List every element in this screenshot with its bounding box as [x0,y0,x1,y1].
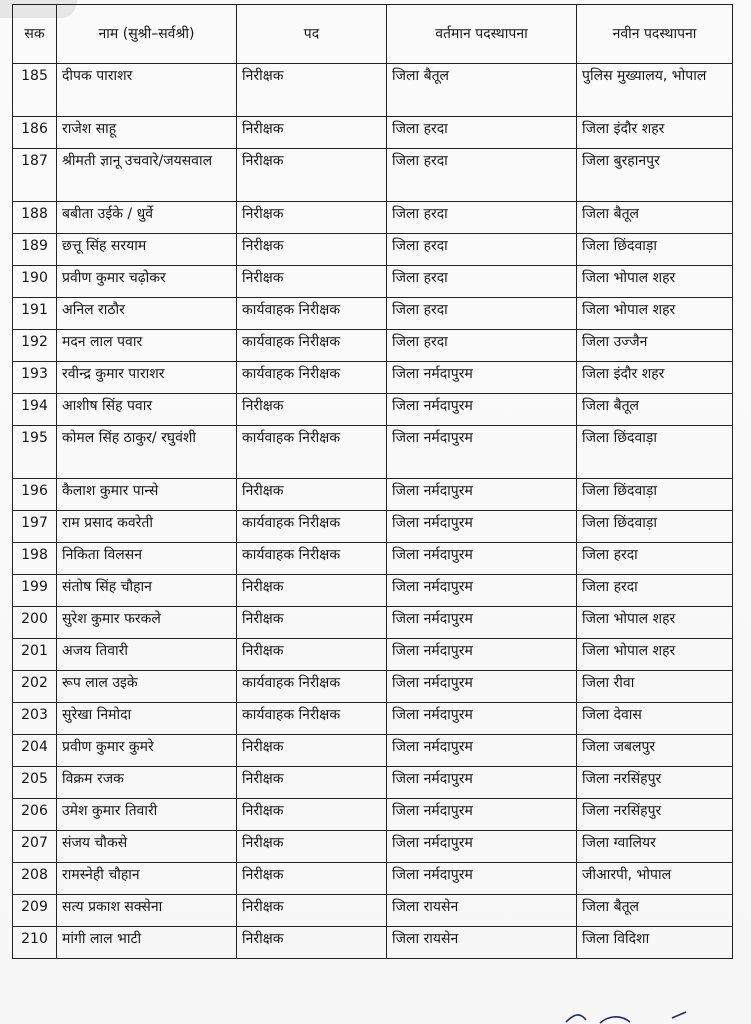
cell-current-posting: जिला नर्मदापुरम [387,607,577,639]
cell-post: निरीक्षक [237,895,387,927]
cell-current-posting: जिला रायसेन [387,927,577,959]
table-row [13,266,733,298]
cell-new-posting: जिला नरसिंहपुर [577,767,733,799]
cell-name: राजेश साहू [57,117,237,149]
cell-current-posting: जिला नर्मदापुरम [387,735,577,767]
cell-serial: 204 [13,735,57,767]
cell-current-posting: जिला रायसेन [387,895,577,927]
cell-name: सुरेश कुमार फरकले [57,607,237,639]
cell-serial: 206 [13,799,57,831]
table-header-row [13,5,733,64]
cell-current-posting: जिला नर्मदापुरम [387,479,577,511]
cell-post: कार्यवाहक निरीक्षक [237,671,387,703]
cell-current-posting: जिला हरदा [387,149,577,202]
table-row [13,863,733,895]
cell-current-posting: जिला नर्मदापुरम [387,639,577,671]
cell-post: कार्यवाहक निरीक्षक [237,298,387,330]
cell-serial: 203 [13,703,57,735]
signature-mark [560,1008,710,1024]
cell-post: निरीक्षक [237,149,387,202]
cell-name: कैलाश कुमार पान्से [57,479,237,511]
table-row [13,927,733,959]
transfer-table [12,4,733,959]
cell-current-posting: जिला नर्मदापुरम [387,831,577,863]
cell-current-posting: जिला नर्मदापुरम [387,426,577,479]
cell-name: संतोष सिंह चौहान [57,575,237,607]
cell-post: निरीक्षक [237,202,387,234]
cell-name: विक्रम रजक [57,767,237,799]
cell-serial: 200 [13,607,57,639]
cell-current-posting: जिला नर्मदापुरम [387,543,577,575]
cell-current-posting: जिला नर्मदापुरम [387,511,577,543]
cell-name: संजय चौकसे [57,831,237,863]
table-row [13,895,733,927]
cell-serial: 192 [13,330,57,362]
cell-new-posting: जिला उज्जैन [577,330,733,362]
table-row [13,298,733,330]
table-row [13,202,733,234]
cell-name: अनिल राठौर [57,298,237,330]
cell-name: सत्य प्रकाश सक्सेना [57,895,237,927]
cell-new-posting: जिला छिंदवाड़ा [577,234,733,266]
cell-name: राम प्रसाद कवरेती [57,511,237,543]
cell-name: श्रीमती ज्ञानू उचवारे/जयसवाल [57,149,237,202]
table-row [13,426,733,479]
header-serial: सक [13,5,57,64]
cell-post: निरीक्षक [237,234,387,266]
cell-post: निरीक्षक [237,863,387,895]
cell-name: बबीता उईके / धुर्वे [57,202,237,234]
cell-post: कार्यवाहक निरीक्षक [237,426,387,479]
cell-new-posting: जिला हरदा [577,543,733,575]
cell-new-posting: जिला छिंदवाड़ा [577,511,733,543]
cell-serial: 202 [13,671,57,703]
table-row [13,479,733,511]
cell-new-posting: जिला इंदौर शहर [577,117,733,149]
cell-new-posting: जिला छिंदवाड़ा [577,479,733,511]
table-row [13,607,733,639]
cell-current-posting: जिला नर्मदापुरम [387,671,577,703]
cell-serial: 207 [13,831,57,863]
table-row [13,543,733,575]
table-row [13,671,733,703]
table-row [13,511,733,543]
cell-new-posting: जिला भोपाल शहर [577,266,733,298]
cell-post: निरीक्षक [237,479,387,511]
cell-post: निरीक्षक [237,575,387,607]
table-row [13,735,733,767]
cell-current-posting: जिला हरदा [387,266,577,298]
table-row [13,362,733,394]
cell-name: प्रवीण कुमार कुमरे [57,735,237,767]
header-name: नाम (सुश्री–सर्वश्री) [57,5,237,64]
cell-post: निरीक्षक [237,64,387,117]
cell-post: निरीक्षक [237,117,387,149]
cell-serial: 194 [13,394,57,426]
cell-name: छत्तू सिंह सरयाम [57,234,237,266]
cell-serial: 188 [13,202,57,234]
cell-new-posting: जिला छिंदवाड़ा [577,426,733,479]
table-row [13,64,733,117]
table-row [13,703,733,735]
cell-serial: 210 [13,927,57,959]
cell-post: कार्यवाहक निरीक्षक [237,511,387,543]
cell-name: प्रवीण कुमार चढ़ोकर [57,266,237,298]
table-row [13,767,733,799]
cell-new-posting: जिला बैतूल [577,394,733,426]
cell-serial: 196 [13,479,57,511]
cell-serial: 205 [13,767,57,799]
cell-serial: 186 [13,117,57,149]
cell-current-posting: जिला नर्मदापुरम [387,703,577,735]
cell-new-posting: जिला बैतूल [577,202,733,234]
cell-new-posting: जिला जबलपुर [577,735,733,767]
cell-post: निरीक्षक [237,394,387,426]
cell-current-posting: जिला हरदा [387,330,577,362]
cell-new-posting: जिला विदिशा [577,927,733,959]
cell-post: निरीक्षक [237,799,387,831]
cell-post: निरीक्षक [237,607,387,639]
cell-current-posting: जिला हरदा [387,298,577,330]
header-new-posting: नवीन पदस्थापना [577,5,733,64]
cell-current-posting: जिला नर्मदापुरम [387,863,577,895]
cell-serial: 185 [13,64,57,117]
cell-current-posting: जिला नर्मदापुरम [387,362,577,394]
cell-new-posting: जिला बुरहानपुर [577,149,733,202]
cell-name: मदन लाल पवार [57,330,237,362]
cell-name: उमेश कुमार तिवारी [57,799,237,831]
cell-serial: 193 [13,362,57,394]
cell-name: रूप लाल उइके [57,671,237,703]
cell-current-posting: जिला बैतूल [387,64,577,117]
table-row [13,575,733,607]
cell-name: मांगी लाल भाटी [57,927,237,959]
table-row [13,799,733,831]
cell-serial: 209 [13,895,57,927]
table-row [13,639,733,671]
cell-new-posting: पुलिस मुख्यालय, भोपाल [577,64,733,117]
cell-post: निरीक्षक [237,639,387,671]
cell-new-posting: जिला हरदा [577,575,733,607]
cell-post: कार्यवाहक निरीक्षक [237,703,387,735]
cell-serial: 201 [13,639,57,671]
cell-serial: 197 [13,511,57,543]
cell-post: कार्यवाहक निरीक्षक [237,330,387,362]
cell-name: रामस्नेही चौहान [57,863,237,895]
cell-post: निरीक्षक [237,927,387,959]
cell-current-posting: जिला हरदा [387,117,577,149]
cell-serial: 189 [13,234,57,266]
cell-new-posting: जिला ग्वालियर [577,831,733,863]
cell-name: कोमल सिंह ठाकुर/ रघुवंशी [57,426,237,479]
cell-current-posting: जिला नर्मदापुरम [387,394,577,426]
cell-serial: 208 [13,863,57,895]
cell-name: निकिता विलसन [57,543,237,575]
header-current-posting: वर्तमान पदस्थापना [387,5,577,64]
cell-serial: 191 [13,298,57,330]
cell-name: आशीष सिंह पवार [57,394,237,426]
table-row [13,831,733,863]
cell-post: निरीक्षक [237,735,387,767]
cell-new-posting: जीआरपी, भोपाल [577,863,733,895]
cell-new-posting: जिला भोपाल शहर [577,298,733,330]
cell-name: रवीन्द्र कुमार पाराशर [57,362,237,394]
cell-name: सुरेखा निमोदा [57,703,237,735]
cell-name: दीपक पाराशर [57,64,237,117]
cell-current-posting: जिला हरदा [387,202,577,234]
table-row [13,234,733,266]
cell-current-posting: जिला नर्मदापुरम [387,799,577,831]
table-row [13,330,733,362]
cell-serial: 187 [13,149,57,202]
cell-post: कार्यवाहक निरीक्षक [237,543,387,575]
cell-serial: 198 [13,543,57,575]
cell-post: निरीक्षक [237,767,387,799]
cell-new-posting: जिला नरसिंहपुर [577,799,733,831]
cell-new-posting: जिला भोपाल शहर [577,607,733,639]
cell-current-posting: जिला नर्मदापुरम [387,575,577,607]
cell-new-posting: जिला बैतूल [577,895,733,927]
cell-post: निरीक्षक [237,831,387,863]
cell-post: कार्यवाहक निरीक्षक [237,362,387,394]
cell-new-posting: जिला भोपाल शहर [577,639,733,671]
cell-new-posting: जिला इंदौर शहर [577,362,733,394]
table-row [13,149,733,202]
cell-new-posting: जिला रीवा [577,671,733,703]
cell-serial: 195 [13,426,57,479]
cell-serial: 190 [13,266,57,298]
cell-current-posting: जिला हरदा [387,234,577,266]
cell-post: निरीक्षक [237,266,387,298]
table-row [13,394,733,426]
cell-serial: 199 [13,575,57,607]
table-row [13,117,733,149]
cell-name: अजय तिवारी [57,639,237,671]
header-post: पद [237,5,387,64]
cell-new-posting: जिला देवास [577,703,733,735]
cell-current-posting: जिला नर्मदापुरम [387,767,577,799]
